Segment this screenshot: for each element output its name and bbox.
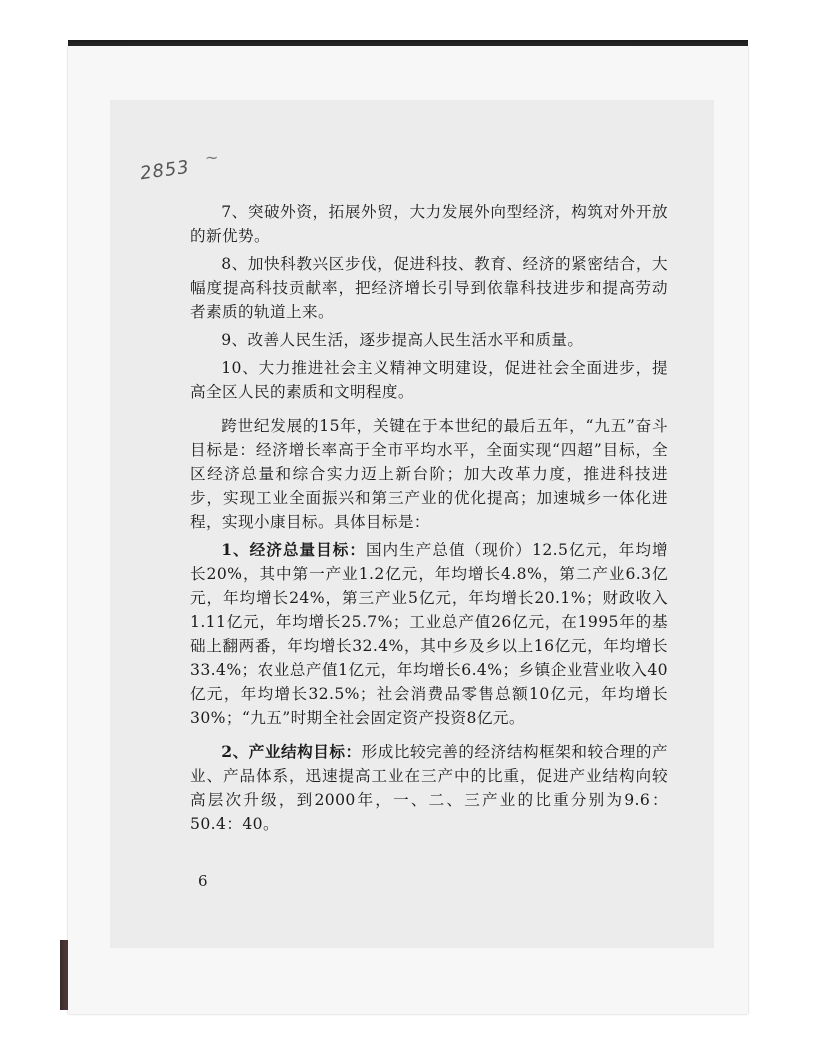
paragraph-industry-structure (190, 740, 668, 836)
paragraph-goal-9: 9、改善人民生活，逐步提高人民生活水平和质量。 (221, 331, 584, 349)
paragraph-economic-target (190, 538, 668, 730)
industry-structure-text: 形成比较完善的经济结构框架和较合理的产业、产品体系，迅速提高工业在三产中的比重，促进产业结构向较高层次升级，到2000年，一、二、三产业的比重分别为9.6：50.4：40。 (190, 743, 669, 833)
economic-target-text: 国内生产总值（现价）12.5亿元，年均增长20%，其中第一产业1.2亿元，年均增长4.8%，第二产业6.3亿元，年均增长24%，第三产业5亿元，年均增长20.1%；财政收入1.11亿元，年均增长25.7%；工业总产值26亿元，在1995年的基础上翻两番，年均增长32.4%，其中乡及乡以上16亿元，年均增长33.4%；农业总产值1亿元，年均增长6.4%；乡镇企业营业收入40亿元，年均增长32.5%；社会消费品零售总额10亿元，年均增长30%；“九五”时期全社会固定资产投资8亿元。 (190, 541, 668, 727)
handwritten-note: 2853 (138, 156, 192, 185)
economic-target-heading: 1、经济总量目标： (221, 540, 366, 559)
industry-structure-heading: 2、产业结构目标： (221, 742, 362, 761)
document-body (190, 200, 668, 840)
handwritten-mark: ~ (205, 148, 219, 167)
paragraph-goal-8: 8、加快科教兴区步伐，促进科技、教育、经济的紧密结合，大幅度提高科技贡献率，把经济增长引导到依靠科技进步和提高劳动者素质的轨道上来。 (190, 255, 668, 321)
paragraph-goal-7: 7、突破外资，拓展外贸，大力发展外向型经济，构筑对外开放的新优势。 (190, 203, 668, 245)
paragraph-goal-10: 10、大力推进社会主义精神文明建设，促进社会全面进步，提高全区人民的素质和文明程度。 (190, 359, 668, 401)
paragraph-ninth-five-year-plan: 跨世纪发展的15年，关键在于本世纪的最后五年，“九五”奋斗目标是：经济增长率高于全市平均水平，全面实现“四超”目标，全区经济总量和综合实力迈上新台阶；加大改革力度，推进科技进步，实现工业全面振兴和第三产业的优化提高；加速城乡一体化进程，实现小康目标。具体目标是： (190, 417, 668, 531)
page-number: 6 (198, 872, 208, 890)
